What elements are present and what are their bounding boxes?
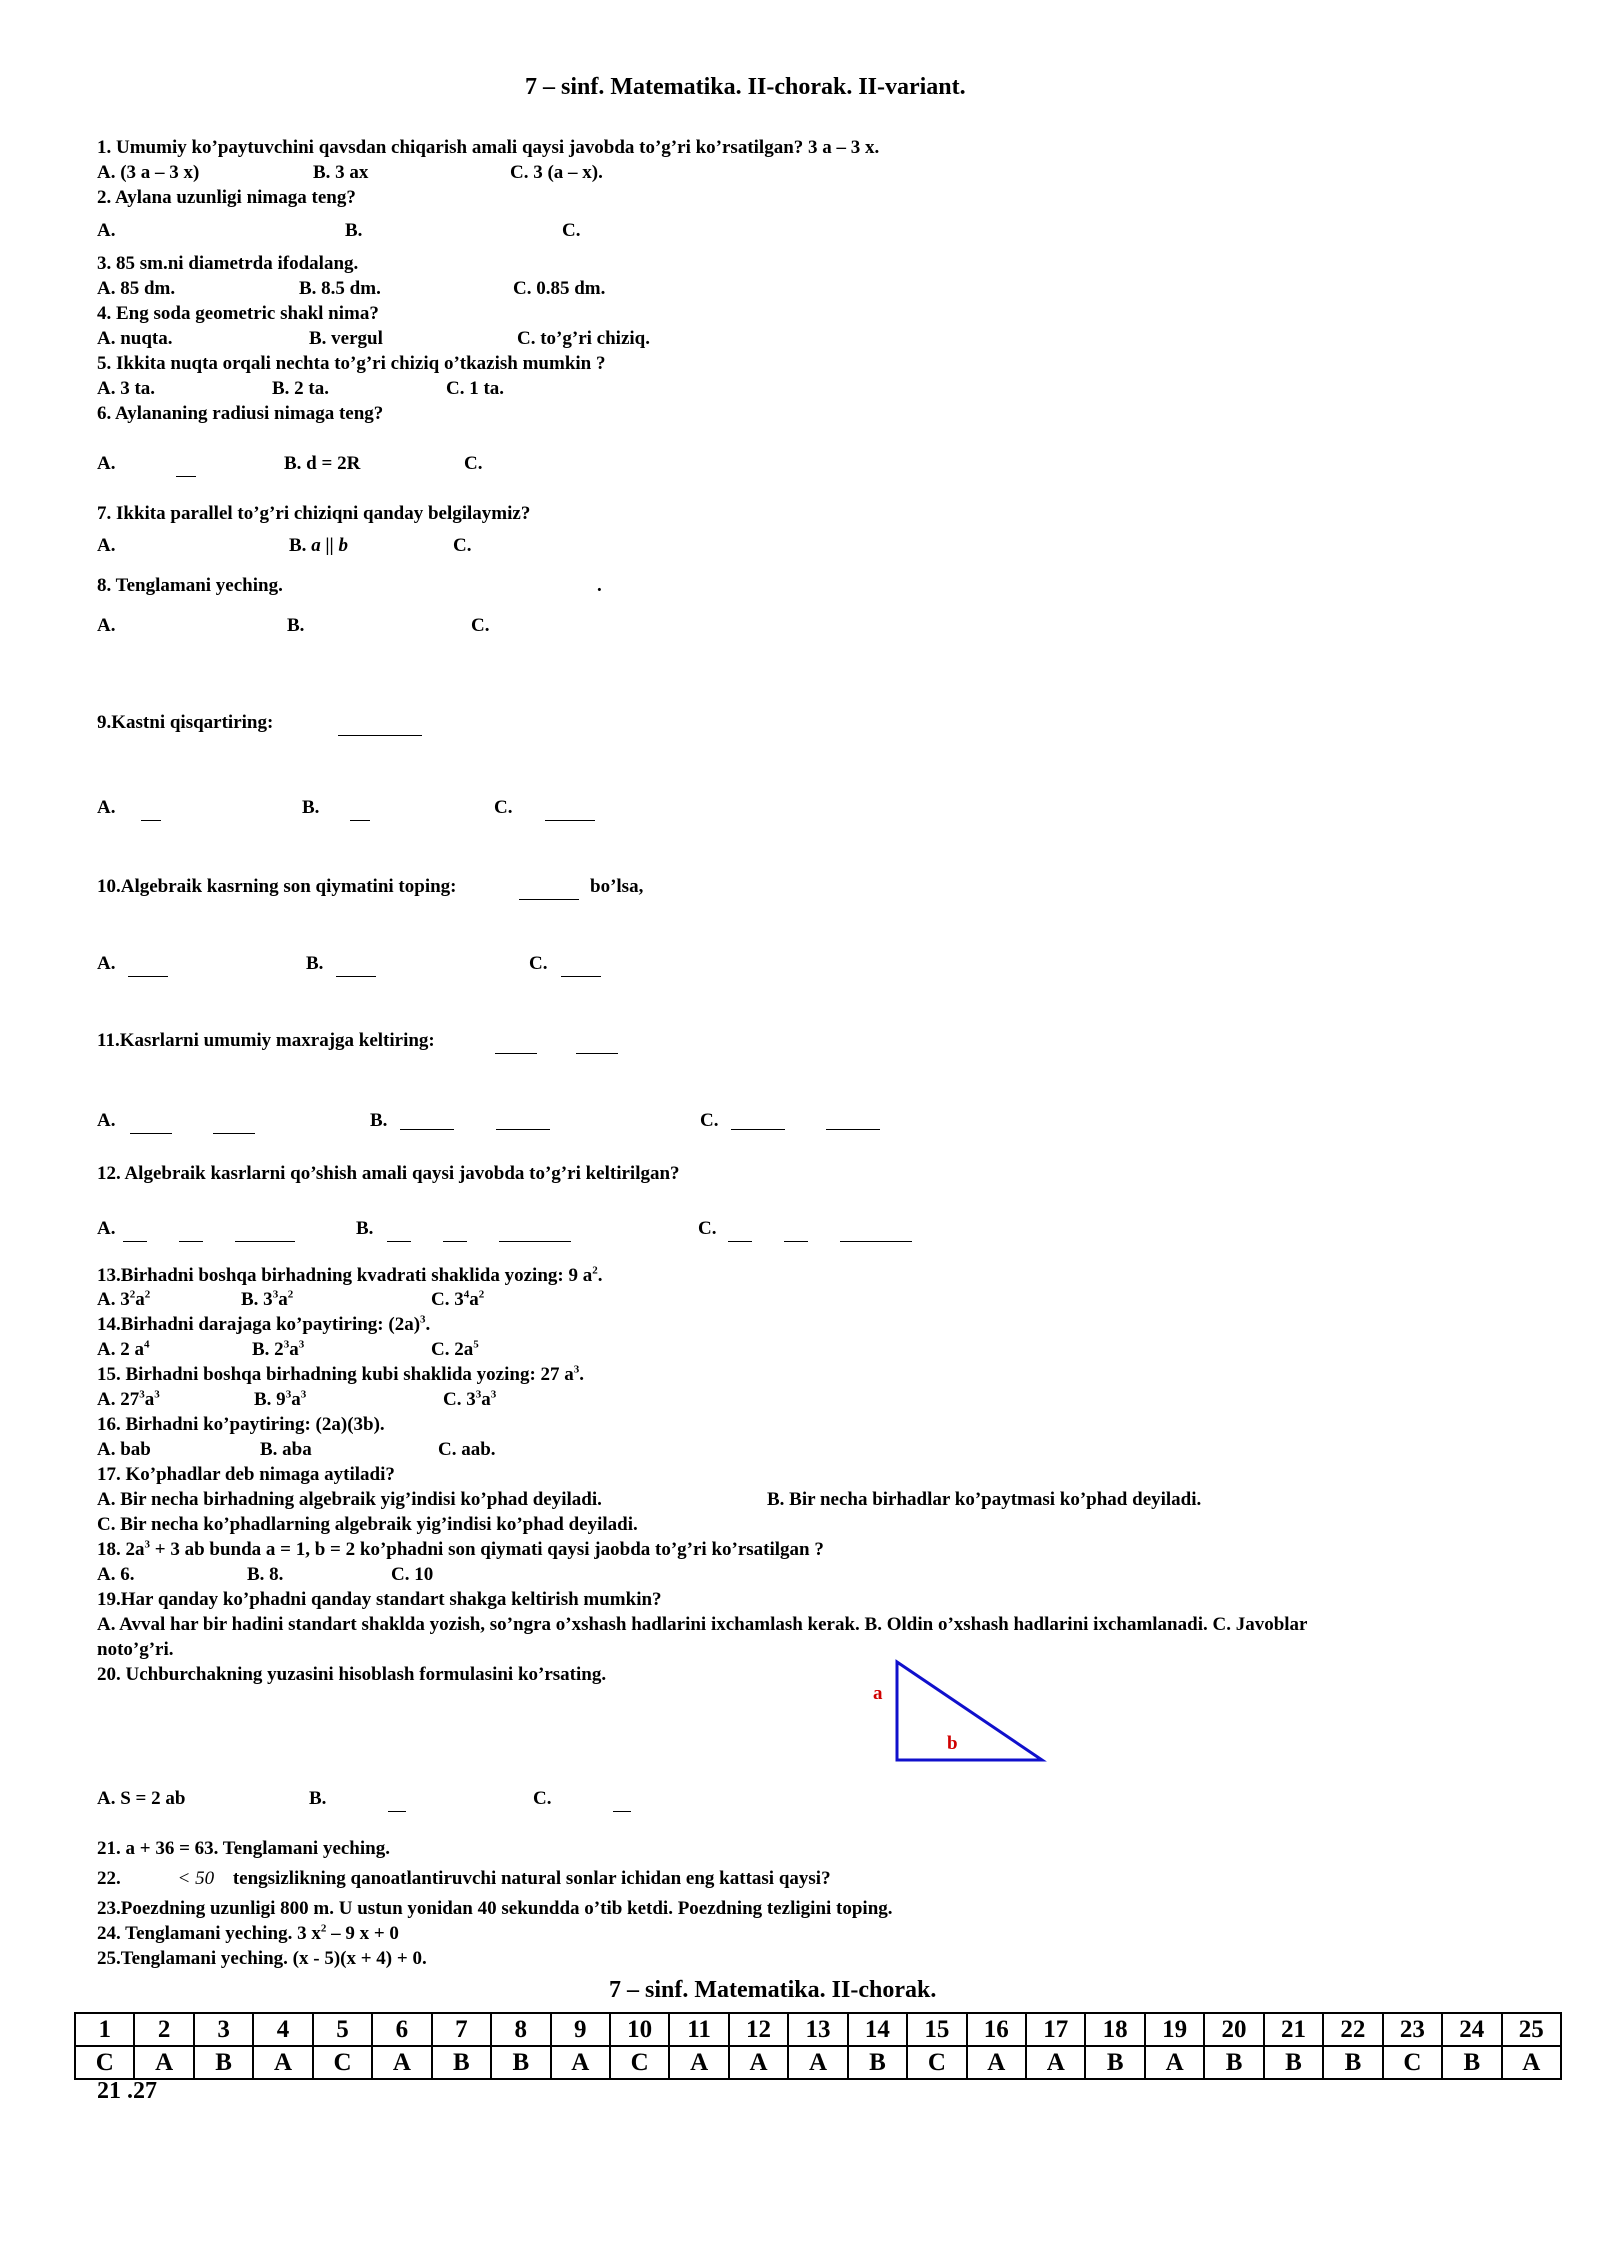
- question-1: 1. Umumiy ko’paytuvchini qavsdan chiqarish amali qaysi javobda to’g’ri ko’rsatilgan? 3 a – 3 x.: [97, 137, 880, 158]
- q15-option-b: B. $9^3a^3$: [254, 1388, 307, 1410]
- q3-option-a: A. 85 dm.: [97, 278, 176, 299]
- q9-b-fraction-line: [350, 811, 370, 829]
- q15-option-a: A. $27^3a^3$: [97, 1388, 160, 1410]
- q12-b-fraction-lines: [387, 1232, 571, 1250]
- q9-a-fraction-line: [141, 811, 161, 829]
- q3-option-b: B. 8.5 dm.: [299, 278, 381, 299]
- q17-option-a: A. Bir necha birhadning algebraik yig’indisi ko’phad deyiladi.: [97, 1489, 602, 1510]
- question-22-number: 22.: [97, 1868, 121, 1889]
- answer-key-number-cell: 21: [1264, 2013, 1323, 2046]
- answer-key-answer-cell: B: [1264, 2046, 1323, 2079]
- q4-option-c: C. to’g’ri chiziq.: [517, 328, 650, 349]
- answer-key-answer-cell: B: [1442, 2046, 1501, 2079]
- q1-option-b: B. 3 ax: [313, 162, 369, 183]
- q1-option-a: A. (3 a – 3 x): [97, 162, 200, 183]
- q19-options: A. Avval har bir hadini standart shaklda yozish, so’ngra o’xshash hadlarini ixchamlash kerak. B. Oldin o’xshash hadlarini ixchamlanadi. C. Javoblar: [97, 1614, 1308, 1635]
- answer-key-answer-cell: A: [1026, 2046, 1085, 2079]
- answer-key-number-cell: 15: [907, 2013, 966, 2046]
- answer-key-answer-cell: B: [194, 2046, 253, 2079]
- answer-key-number-cell: 6: [372, 2013, 431, 2046]
- answer-key-answer-cell: A: [669, 2046, 728, 2079]
- answer-key-number-cell: 10: [610, 2013, 669, 2046]
- q9-option-c: C.: [494, 797, 513, 818]
- q7-option-b: [289, 535, 348, 557]
- q8-option-a: A.: [97, 615, 116, 636]
- q9-option-b: B.: [302, 797, 320, 818]
- question-14: 14.Birhadni darajaga ko’paytiring: $(2a)^3$.: [97, 1313, 431, 1335]
- q6-option-c: C.: [464, 453, 483, 474]
- q5-option-b: B. 2 ta.: [272, 378, 329, 399]
- q11-option-b: B.: [370, 1110, 388, 1131]
- question-15: 15. Birhadni boshqa birhadning kubi shaklida yozing: 27 $a^3$.: [97, 1363, 585, 1385]
- q12-option-c: C.: [698, 1218, 717, 1239]
- q13-option-c: C. $3^4a^2$: [431, 1288, 485, 1310]
- q15-option-c: C. $3^3a^3$: [443, 1388, 497, 1410]
- q9-option-a: A.: [97, 797, 116, 818]
- question-23: 23.Poezdning uzunligi 800 m. U ustun yonidan 40 sekundda o’tib ketdi. Poezdning tezligini toping.: [97, 1898, 893, 1919]
- q19-options-continued: noto’g’ri.: [97, 1639, 174, 1660]
- answer-key-number-cell: 3: [194, 2013, 253, 2046]
- question-22: [97, 1868, 831, 1890]
- q18-option-a: A. 6.: [97, 1564, 135, 1585]
- answer-key-number-cell: 2: [134, 2013, 193, 2046]
- answer-key-number-cell: 24: [1442, 2013, 1501, 2046]
- question-3: 3. 85 sm.ni diametrda ifodalang.: [97, 253, 359, 274]
- q11-a-fraction-line-1: [130, 1124, 172, 1142]
- q20-b-fraction-line: [388, 1802, 406, 1820]
- q11-c-fraction-line-2: [826, 1120, 880, 1138]
- q12-c-fraction-lines: [728, 1232, 912, 1250]
- question-4: 4. Eng soda geometric shakl nima?: [97, 303, 379, 324]
- q10-b-fraction-line: [336, 967, 376, 985]
- q2-option-a: A.: [97, 220, 116, 241]
- question-20: 20. Uchburchakning yuzasini hisoblash formulasini ko’rsating.: [97, 1664, 607, 1685]
- triangle-shape: [897, 1662, 1042, 1760]
- q11-fraction-line-1: [495, 1044, 537, 1062]
- question-8: 8. Tenglamani yeching.: [97, 575, 283, 596]
- answer-key-title: 7 – sinf. Matematika. II-chorak.: [609, 1977, 937, 2003]
- answer-key-number-cell: 14: [848, 2013, 907, 2046]
- answer-key-number-cell: 5: [313, 2013, 372, 2046]
- q20-option-a: A. S = 2 ab: [97, 1788, 186, 1809]
- answer-key-number-cell: 19: [1145, 2013, 1204, 2046]
- answer-key-number-cell: 16: [967, 2013, 1026, 2046]
- q6-option-a: A.: [97, 453, 116, 474]
- q8-option-c: C.: [471, 615, 490, 636]
- q9-fraction-line: [338, 726, 422, 744]
- q16-option-a: A. bab: [97, 1439, 151, 1460]
- answer-key-answer-row: [75, 2046, 1561, 2079]
- q9-c-fraction-line: [545, 811, 595, 829]
- q7-option-c: C.: [453, 535, 472, 556]
- answer-key-answer-cell: C: [610, 2046, 669, 2079]
- q10-a-fraction-line: [128, 967, 168, 985]
- question-11: 11.Kasrlarni umumiy maxrajga keltiring:: [97, 1030, 435, 1051]
- q4-option-a: A. nuqta.: [97, 328, 173, 349]
- q13-option-a: A. $3^2a^2$: [97, 1288, 151, 1310]
- answer-key-answer-cell: B: [1323, 2046, 1382, 2079]
- answer-key-answer-cell: A: [967, 2046, 1026, 2079]
- triangle-label-a: a: [873, 1683, 883, 1704]
- question-12: 12. Algebraik kasrlarni qo’shish amali qaysi javobda to’g’ri keltirilgan?: [97, 1163, 680, 1184]
- q17-option-c: C. Bir necha ko’phadlarning algebraik yig’indisi ko’phad deyiladi.: [97, 1514, 638, 1535]
- question-10: 10.Algebraik kasrning son qiymatini toping:: [97, 876, 457, 897]
- answer-key-answer-cell: A: [1502, 2046, 1562, 2079]
- q14-option-b: B. $2^3a^3$: [252, 1338, 305, 1360]
- question-7: 7. Ikkita parallel to’g’ri chiziqni qanday belgilaymiz?: [97, 503, 531, 524]
- answer-key-number-cell: 9: [551, 2013, 610, 2046]
- answer-key-number-cell: 25: [1502, 2013, 1562, 2046]
- answer-key-answer-cell: A: [372, 2046, 431, 2079]
- q10-option-a: A.: [97, 953, 116, 974]
- q20-c-fraction-line: [613, 1802, 631, 1820]
- question-22-text: tengsizlikning qanoatlantiruvchi natural sonlar ichidan eng kattasi qaysi?: [232, 1868, 831, 1889]
- answer-key-number-cell: 7: [432, 2013, 491, 2046]
- q14-option-c: C. $2a^5$: [431, 1338, 479, 1360]
- q6-option-b: B. d = 2R: [284, 453, 361, 474]
- q14-option-a: A. 2 $a^4$: [97, 1338, 150, 1360]
- question-22-inequality: < 50: [177, 1868, 215, 1889]
- question-5: 5. Ikkita nuqta orqali nechta to’g’ri chiziq o’tkazish mumkin ?: [97, 353, 606, 374]
- question-6: 6. Aylananing radiusi nimaga teng?: [97, 403, 384, 424]
- q11-c-fraction-line-1: [731, 1120, 785, 1138]
- q10-option-b: B.: [306, 953, 324, 974]
- question-19: 19.Har qanday ko’phadni qanday standart shakga keltirish mumkin?: [97, 1589, 662, 1610]
- q13-option-b: B. $3^3a^2$: [241, 1288, 294, 1310]
- answer-key-answer-cell: A: [788, 2046, 847, 2079]
- q5-option-c: C. 1 ta.: [446, 378, 505, 399]
- q11-fraction-line-2: [576, 1044, 618, 1062]
- answer-key-answer-cell: B: [432, 2046, 491, 2079]
- answer-key-number-cell: 17: [1026, 2013, 1085, 2046]
- q12-option-a: A.: [97, 1218, 116, 1239]
- q7-option-b-formula: a || b: [311, 535, 349, 556]
- answer-key-answer-cell: C: [907, 2046, 966, 2079]
- question-9: 9.Kastni qisqartiring:: [97, 712, 274, 733]
- answer-key-answer-cell: B: [848, 2046, 907, 2079]
- q2-option-b: B.: [345, 220, 363, 241]
- q4-option-b: B. vergul: [309, 328, 383, 349]
- q1-option-c: C. 3 (a – x).: [510, 162, 603, 183]
- answer-key-answer-cell: A: [729, 2046, 788, 2079]
- question-24: 24. Tenglamani yeching. 3 $x^2 - 9$ x + 0: [97, 1922, 399, 1944]
- answer-key-number-cell: 11: [669, 2013, 728, 2046]
- q7-option-b-prefix: B.: [289, 535, 307, 556]
- answer-key-number-cell: 4: [253, 2013, 312, 2046]
- answer-key-number-cell: 13: [788, 2013, 847, 2046]
- q5-option-a: A. 3 ta.: [97, 378, 156, 399]
- right-triangle-figure: [870, 1655, 1050, 1765]
- q11-option-c: C.: [700, 1110, 719, 1131]
- question-21: 21. a + 36 = 63. Tenglamani yeching.: [97, 1838, 390, 1859]
- answer-key-answer-cell: A: [253, 2046, 312, 2079]
- q20-option-b: B.: [309, 1788, 327, 1809]
- q18-option-c: C. 10: [391, 1564, 434, 1585]
- question-18: 18. $2a^3 + 3$ ab bunda a = 1, b = 2 ko’phadni son qiymati qaysi jaobda to’g’ri ko’rsatilgan ?: [97, 1538, 824, 1560]
- q11-a-fraction-line-2: [213, 1124, 255, 1142]
- q10-option-c: C.: [529, 953, 548, 974]
- q11-b-fraction-line-1: [400, 1120, 454, 1138]
- q12-a-fraction-lines: [123, 1232, 295, 1250]
- answer-key-number-cell: 18: [1085, 2013, 1144, 2046]
- q12-option-b: B.: [356, 1218, 374, 1239]
- q16-option-c: C. aab.: [438, 1439, 496, 1460]
- q17-option-b: B. Bir necha birhadlar ko’paytmasi ko’phad deyiladi.: [767, 1489, 1202, 1510]
- q18-option-b: B. 8.: [247, 1564, 284, 1585]
- q11-option-a: A.: [97, 1110, 116, 1131]
- question-2: 2. Aylana uzunligi nimaga teng?: [97, 187, 356, 208]
- answer-key-answer-cell: A: [134, 2046, 193, 2079]
- q3-option-c: C. 0.85 dm.: [513, 278, 606, 299]
- answer-key-note: 21 .27: [97, 2078, 157, 2104]
- answer-key-number-cell: 22: [1323, 2013, 1382, 2046]
- triangle-label-b: b: [947, 1733, 958, 1754]
- question-25: 25.Tenglamani yeching. (x - 5)(x + 4) + 0.: [97, 1948, 427, 1969]
- q11-b-fraction-line-2: [496, 1120, 550, 1138]
- q10-c-fraction-line: [561, 967, 601, 985]
- q2-option-c: C.: [562, 220, 581, 241]
- q6-fraction-line: [176, 467, 196, 485]
- answer-key-answer-cell: A: [1145, 2046, 1204, 2079]
- q10-condition: bo’lsa,: [590, 876, 644, 897]
- answer-key-answer-cell: A: [551, 2046, 610, 2079]
- answer-key-number-cell: 1: [75, 2013, 134, 2046]
- answer-key-number-row: [75, 2013, 1561, 2046]
- q8-dot: .: [597, 575, 602, 596]
- answer-key-answer-cell: C: [313, 2046, 372, 2079]
- q10-fraction-line: [519, 890, 579, 908]
- answer-key-answer-cell: B: [1085, 2046, 1144, 2079]
- question-13: 13.Birhadni boshqa birhadning kvadrati shaklida yozing: 9 $a^2$.: [97, 1264, 603, 1286]
- answer-key-answer-cell: C: [1383, 2046, 1442, 2079]
- q20-option-c: C.: [533, 1788, 552, 1809]
- answer-key-number-cell: 8: [491, 2013, 550, 2046]
- question-13-text: 13.Birhadni boshqa birhadning kvadrati shaklida yozing: 9 a: [97, 1265, 593, 1286]
- question-16: 16. Birhadni ko’paytiring: (2a)(3b).: [97, 1414, 385, 1435]
- answer-key-number-cell: 20: [1204, 2013, 1263, 2046]
- q8-option-b: B.: [287, 615, 305, 636]
- answer-key-answer-cell: B: [491, 2046, 550, 2079]
- answer-key-table: [74, 2012, 1562, 2080]
- answer-key-answer-cell: C: [75, 2046, 134, 2079]
- answer-key-number-cell: 12: [729, 2013, 788, 2046]
- answer-key-number-cell: 23: [1383, 2013, 1442, 2046]
- q16-option-b: B. aba: [260, 1439, 312, 1460]
- answer-key-answer-cell: B: [1204, 2046, 1263, 2079]
- q7-option-a: A.: [97, 535, 116, 556]
- page-title: 7 – sinf. Matematika. II-chorak. II-variant.: [525, 74, 966, 100]
- question-17: 17. Ko’phadlar deb nimaga aytiladi?: [97, 1464, 395, 1485]
